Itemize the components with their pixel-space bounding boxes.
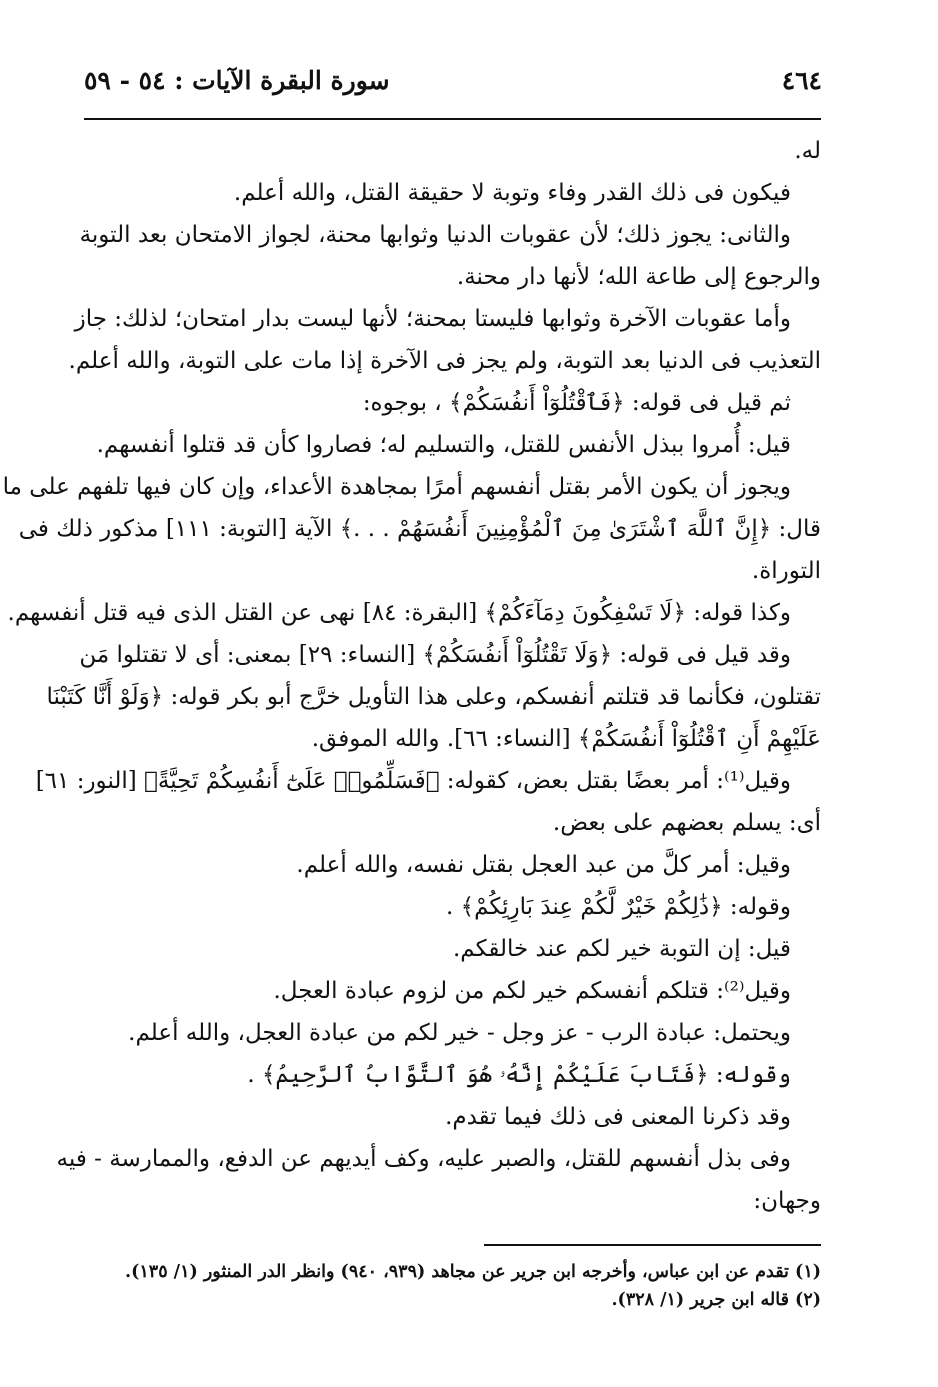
text-line: التعذيب فى الدنيا بعد التوبة، ولم يجز فى الآخرة إذا مات على التوبة، والله أعلم. bbox=[68, 348, 821, 374]
text-line: التوراة. bbox=[751, 558, 821, 584]
text-line: قال: ﴿إِنَّ ٱللَّهَ ٱشْتَرَىٰ مِنَ ٱلْمُؤْمِنِينَ أَنفُسَهُمْ . . .﴾ الآية [التوبة: ١١١] مذكور ذلك فى bbox=[18, 516, 821, 542]
footnote: (١) تقدم عن ابن عباس، وأخرجه ابن جرير عن مجاهد (٩٣٩، ٩٤٠) وانظر الدر المنثور (١/ ١٣٥). bbox=[125, 1262, 821, 1282]
text-line: والرجوع إلى طاعة الله؛ لأنها دار محنة. bbox=[456, 264, 821, 290]
text-line: وجهان: bbox=[753, 1188, 821, 1214]
footnote: (٢) قاله ابن جرير (١/ ٣٢٨). bbox=[611, 1290, 821, 1310]
text-line: وكذا قوله: ﴿لَا تَسْفِكُونَ دِمَآءَكُمْ﴾ [البقرة: ٨٤] نهى عن القتل الذى فيه قتل أنفسهم. bbox=[7, 600, 791, 626]
text-line: قيل: أُمروا ببذل الأنفس للقتل، والتسليم له؛ فصاروا كأن قد قتلوا أنفسهم. bbox=[96, 432, 791, 458]
text-line: وفى بذل أنفسهم للقتل، والصبر عليه، وكف أيديهم عن الدفع، والممارسة - فيه bbox=[56, 1146, 791, 1172]
page-header bbox=[84, 62, 822, 104]
text-line: قيل: إن التوبة خير لكم عند خالقكم. bbox=[453, 936, 791, 962]
text-line: ويجوز أن يكون الأمر بقتل أنفسهم أمرًا بمجاهدة الأعداء، وإن كان فيها تلفهم على ما bbox=[2, 474, 791, 500]
header-rule bbox=[84, 118, 821, 120]
text-line: ويحتمل: عبادة الرب - عز وجل - خير لكم من عبادة العجل، والله أعلم. bbox=[128, 1020, 791, 1046]
page-number: ٤٦٤ bbox=[781, 66, 822, 95]
text-line: وقيل⁽²⁾: قتلكم أنفسكم خير لكم من لزوم عبادة العجل. bbox=[273, 978, 791, 1004]
footnotes bbox=[84, 1258, 821, 1314]
text-line: وأما عقوبات الآخرة وثوابها فليستا بمحنة؛ لأنها ليست بدار امتحان؛ لذلك: جاز bbox=[74, 306, 791, 332]
text-line: وقد ذكرنا المعنى فى ذلك فيما تقدم. bbox=[445, 1104, 791, 1130]
text-line: وقيل⁽¹⁾: أمر بعضًا بقتل بعض، كقوله: ﴿فَسَلِّمُوا۟ عَلَىٰٓ أَنفُسِكُمْ تَحِيَّةً﴾ [النور: ٦١] bbox=[35, 768, 791, 794]
text-line: ثم قيل فى قوله: ﴿فَٱقْتُلُوٓاْ أَنفُسَكُمْ﴾ ، بوجوه: bbox=[362, 390, 791, 416]
text-line: وقد قيل فى قوله: ﴿وَلَا تَقْتُلُوٓاْ أَنفُسَكُمْ﴾ [النساء: ٢٩] بمعنى: أى لا تقتلوا مَن bbox=[79, 642, 791, 668]
text-line: وقيل: أمر كلَّ من عبد العجل بقتل نفسه، والله أعلم. bbox=[296, 852, 791, 878]
text-line: له. bbox=[794, 138, 821, 164]
running-title: سورة البقرة الآيات : ٥٤ - ٥٩ bbox=[84, 66, 390, 95]
body-text bbox=[2, 130, 821, 1222]
text-line: أى: يسلم بعضهم على بعض. bbox=[552, 810, 821, 836]
text-line: والثانى: يجوز ذلك؛ لأن عقوبات الدنيا وثوابها محنة، لجواز الامتحان بعد التوبة bbox=[79, 222, 791, 248]
text-line: وقوله: ﴿فَتَابَ عَلَيْكُمْ إِنَّهُۥ هُوَ ٱلتَّوَّابُ ٱلرَّحِيمُ﴾ . bbox=[247, 1062, 791, 1088]
text-line: تقتلون، فكأنما قد قتلتم أنفسكم، وعلى هذا التأويل خرَّج أبو بكر قوله: ﴿وَلَوْ أَنَّا كَتَبْنَا bbox=[46, 684, 821, 710]
text-line: فيكون فى ذلك القدر وفاء وتوبة لا حقيقة القتل، والله أعلم. bbox=[233, 180, 791, 206]
text-line: وقوله: ﴿ذَٰلِكُمْ خَيْرٌ لَّكُمْ عِندَ بَارِئِكُمْ﴾ . bbox=[446, 894, 791, 920]
text-line: عَلَيْهِمْ أَنِ ٱقْتُلُوٓاْ أَنفُسَكُمْ﴾ [النساء: ٦٦]. والله الموفق. bbox=[311, 726, 821, 752]
footnote-rule bbox=[484, 1244, 821, 1246]
